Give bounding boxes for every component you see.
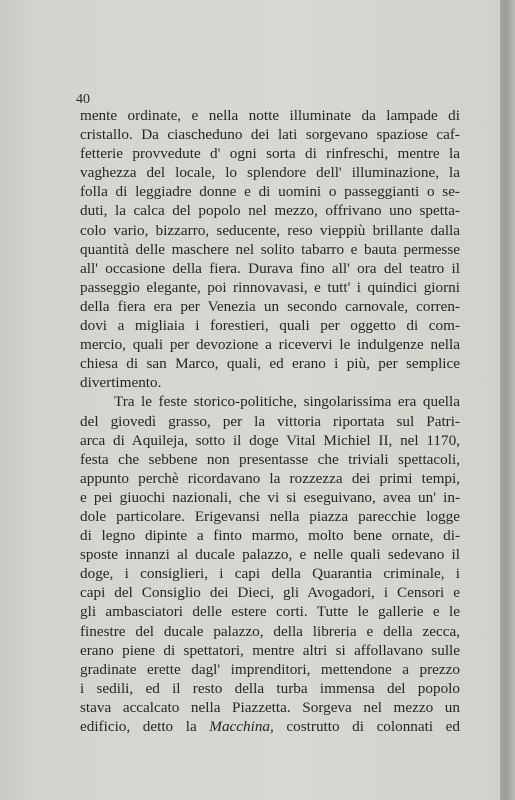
text-line: e pei giuochi nazionali, che vi si eseguivano, avea un' in- xyxy=(80,488,460,506)
text-line: della fiera era per Venezia un secondo carnovale, corren- xyxy=(80,297,460,315)
text-line: quantità delle maschere nel solito tabarro e bauta permesse xyxy=(80,240,460,258)
text-line: arca di Aquileja, sotto il doge Vital Michiel II, nel 1170, xyxy=(80,431,460,449)
text-line: dovi a migliaia i forestieri, quali per oggetto di com- xyxy=(80,317,460,335)
text-line: doge, i consiglieri, i capi della Quarantia criminale, i xyxy=(80,565,460,583)
text-line: Tra le feste storico-politiche, singolarissima era quella xyxy=(114,393,460,411)
text-line-final xyxy=(80,717,460,736)
text-line: passeggio elegante, poi rinnovavasi, e tutt' i quindici giorni xyxy=(80,278,460,296)
text-line: appunto perchè ricordavano la rozzezza dei primi tempi, xyxy=(80,469,460,487)
text-line: finestre del ducale palazzo, della libreria e della zecca, xyxy=(80,622,460,640)
text-line: dole particolare. Erigevansi nella piazza parecchie logge xyxy=(80,507,460,525)
page-number: 40 xyxy=(76,92,90,107)
italic-term: Macchina, xyxy=(209,718,274,735)
text-line: duti, la calca del popolo nel mezzo, offrivano uno spetta- xyxy=(80,202,460,220)
text-line: erano piene di spettatori, mentre altri si affollavano sulle xyxy=(80,641,460,659)
text-line: folla di leggiadre donne e di uomini o passeggianti o se- xyxy=(80,183,460,201)
text-segment: costrutto di colonnati ed xyxy=(273,718,461,735)
text-line: colo vario, bizzarro, seducente, reso vieppiù brillante dalla xyxy=(80,221,460,239)
text-line: fetterie provvedute d' ogni sorta di rinfreschi, mentre la xyxy=(80,145,460,163)
text-line: i sedili, ed il resto della turba immensa del popolo xyxy=(80,679,460,697)
text-line: gli ambasciatori delle estere corti. Tutte le gallerie e le xyxy=(80,603,460,621)
text-line: di legno dipinte a finto marmo, molto bene ornate, di- xyxy=(80,527,460,545)
body-text xyxy=(80,106,460,736)
paragraph-1 xyxy=(80,106,460,392)
text-line: cristallo. Da ciascheduno dei lati sorgevano spaziose caf- xyxy=(80,126,460,144)
text-line: gradinate erette dagl' imprenditori, mettendone a prezzo xyxy=(80,660,460,678)
text-line: del giovedì grasso, per la vittoria riportata sul Patri- xyxy=(80,412,460,430)
page-edge-shadow xyxy=(500,0,515,800)
paragraph-2 xyxy=(80,392,460,736)
text-line: stava accalcato nella Piazzetta. Sorgeva nel mezzo un xyxy=(80,698,460,716)
text-line: divertimento. xyxy=(80,374,162,392)
text-line: mente ordinate, e nella notte illuminate da lampade di xyxy=(80,107,460,124)
text-line: mercio, quali per devozione a ricevervi le indulgenze nella xyxy=(80,336,460,354)
text-line: vaghezza del locale, lo splendore dell' illuminazione, la xyxy=(80,164,460,182)
text-segment: edificio, detto la xyxy=(80,718,210,735)
text-line: sposte innanzi al ducale palazzo, e nelle quali sedevano il xyxy=(80,546,460,564)
text-line: festa che sebbene non presentasse che triviali spettacoli, xyxy=(80,450,460,468)
text-line: chiesa di san Marco, quali, ed erano i più, per semplice xyxy=(80,355,460,373)
text-line: capi del Consiglio dei Dieci, gli Avogadori, i Censori e xyxy=(80,584,460,602)
text-line: all' occasione della fiera. Durava fino all' ora del teatro il xyxy=(80,259,460,277)
